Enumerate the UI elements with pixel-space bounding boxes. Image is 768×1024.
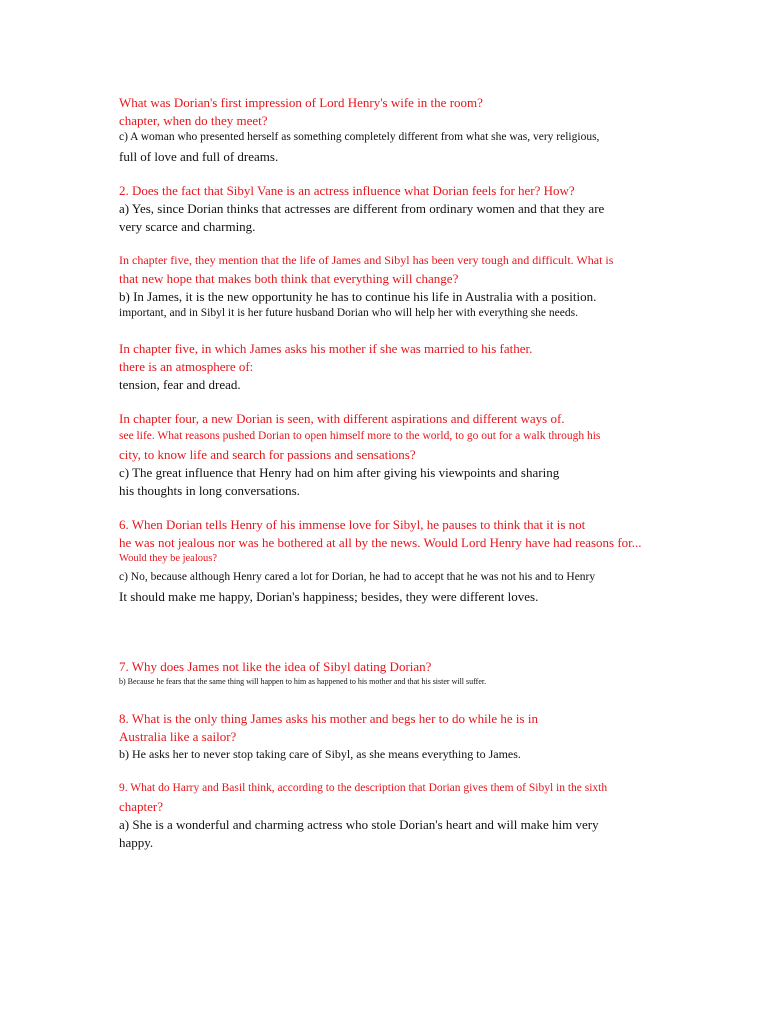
answer-6-line-1: c) No, because although Henry cared a lot for Dorian, he had to accept that he was not his and to Henry bbox=[119, 571, 596, 583]
question-4-line-2: there is an atmosphere of: bbox=[119, 359, 254, 374]
question-5-line-3: city, to know life and search for passions and sensations? bbox=[119, 447, 416, 462]
question-5-line-2: see life. What reasons pushed Dorian to open himself more to the world, to go out for a walk through his bbox=[119, 430, 601, 442]
answer-2-line-1: a) Yes, since Dorian thinks that actresses are different from ordinary women and that they are bbox=[119, 201, 605, 216]
question-3-line-1: In chapter five, they mention that the life of James and Sibyl has been very tough and difficult. What is bbox=[119, 253, 614, 267]
question-9-line-2: chapter? bbox=[119, 799, 164, 814]
question-4-line-1: In chapter five, in which James asks his mother if she was married to his father. bbox=[119, 341, 533, 356]
answer-3-line-1: b) In James, it is the new opportunity he has to continue his life in Australia with a position. bbox=[119, 289, 597, 304]
answer-1-line-1: c) A woman who presented herself as something completely different from what she was, very religious, bbox=[119, 131, 600, 143]
answer-6-line-2: It should make me happy, Dorian's happiness; besides, they were different loves. bbox=[119, 589, 539, 604]
answer-9-line-1: a) She is a wonderful and charming actress who stole Dorian's heart and will make him very bbox=[119, 817, 599, 832]
answer-4-line-1: tension, fear and dread. bbox=[119, 377, 241, 392]
question-6-line-2: he was not jealous nor was he bothered at all by the news. Would Lord Henry have had reasons for... bbox=[119, 535, 642, 550]
question-6-line-1: 6. When Dorian tells Henry of his immense love for Sibyl, he pauses to think that it is not bbox=[119, 517, 586, 532]
question-1-line-2: chapter, when do they meet? bbox=[119, 113, 268, 128]
answer-8-line-1: b) He asks her to never stop taking care of Sibyl, as she means everything to James. bbox=[119, 747, 521, 761]
answer-3-line-2: important, and in Sibyl it is her future husband Dorian who will help her with everything she needs. bbox=[119, 307, 578, 319]
answer-9-line-2: happy. bbox=[119, 835, 154, 850]
question-2-line-1: 2. Does the fact that Sibyl Vane is an actress influence what Dorian feels for her? How? bbox=[119, 183, 575, 198]
question-1-line-1: What was Dorian's first impression of Lord Henry's wife in the room? bbox=[119, 95, 483, 110]
answer-7-line-1: b) Because he fears that the same thing will happen to him as happened to his mother and that his sister will suffer. bbox=[119, 677, 487, 686]
answer-2-line-2: very scarce and charming. bbox=[119, 219, 256, 234]
answer-1-line-2: full of love and full of dreams. bbox=[119, 149, 279, 164]
question-7-line-1: 7. Why does James not like the idea of Sibyl dating Dorian? bbox=[119, 659, 432, 674]
question-3-line-2: that new hope that makes both think that everything will change? bbox=[119, 271, 459, 286]
question-9-line-1: 9. What do Harry and Basil think, according to the description that Dorian gives them of Sibyl in the sixth bbox=[119, 782, 608, 794]
answer-5-line-2: his thoughts in long conversations. bbox=[119, 483, 300, 498]
question-6-line-3: Would they be jealous? bbox=[119, 553, 218, 564]
question-8-line-2: Australia like a sailor? bbox=[119, 729, 237, 744]
answer-5-line-1: c) The great influence that Henry had on him after giving his viewpoints and sharing bbox=[119, 465, 560, 480]
question-5-line-1: In chapter four, a new Dorian is seen, with different aspirations and different ways of. bbox=[119, 411, 565, 426]
question-8-line-1: 8. What is the only thing James asks his mother and begs her to do while he is in bbox=[119, 711, 538, 726]
